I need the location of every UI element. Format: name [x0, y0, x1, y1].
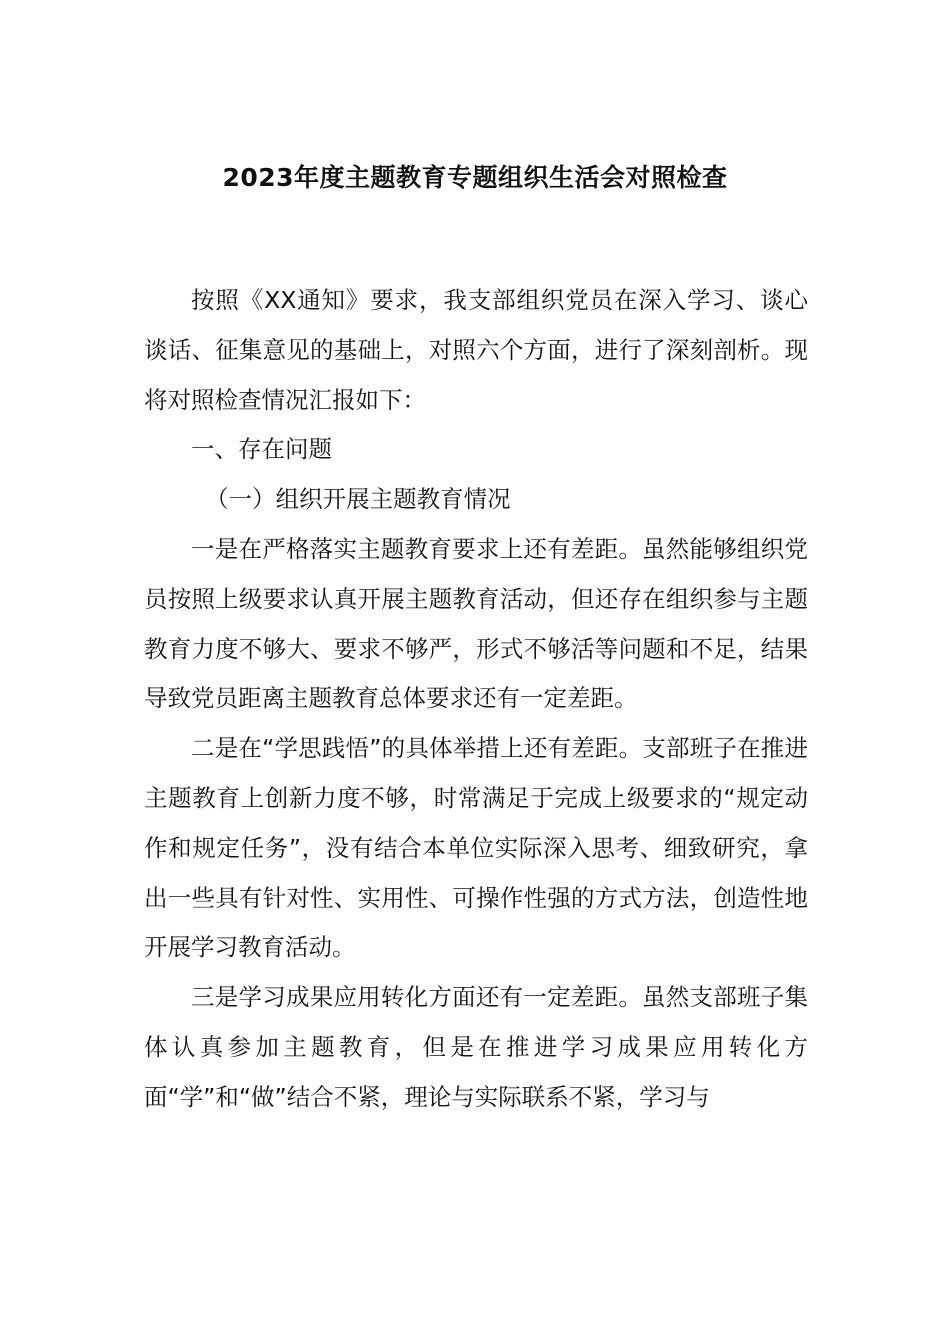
paragraph-intro: 按照《XX通知》要求，我支部组织党员在深入学习、谈心谈话、征集意见的基础上，对照六个方面，进行了深刻剖析。现将对照检查情况汇报如下： [144, 286, 808, 414]
document-body [144, 276, 808, 1123]
document-title: 2023年度主题教育专题组织生活会对照检查 [222, 163, 728, 192]
paragraph-point-two: 二是在“学思践悟”的具体举措上还有差距。支部班子在推进主题教育上创新力度不够，时常满足于完成上级要求的“规定动作和规定任务”，没有结合本单位实际深入思考、细致研究，拿出一些具有针对性、实用性、可操作性强的方式方法，创造性地开展学习教育活动。 [144, 734, 808, 962]
section-heading-problems: 一、存在问题 [191, 435, 332, 464]
paragraph-point-three: 三是学习成果应用转化方面还有一定差距。虽然支部班子集体认真参加主题教育，但是在推进学习成果应用转化方面“学”和“做”结合不紧，理论与实际联系不紧，学习与 [144, 983, 808, 1111]
subsection-heading-organization: （一）组织开展主题教育情况 [205, 485, 511, 514]
paragraph-point-one: 一是在严格落实主题教育要求上还有差距。虽然能够组织党员按照上级要求认真开展主题教育活动，但还存在组织参与主题教育力度不够大、要求不够严，形式不够活等问题和不足，结果导致党员距离主题教育总体要求还有一定差距。 [144, 534, 808, 713]
